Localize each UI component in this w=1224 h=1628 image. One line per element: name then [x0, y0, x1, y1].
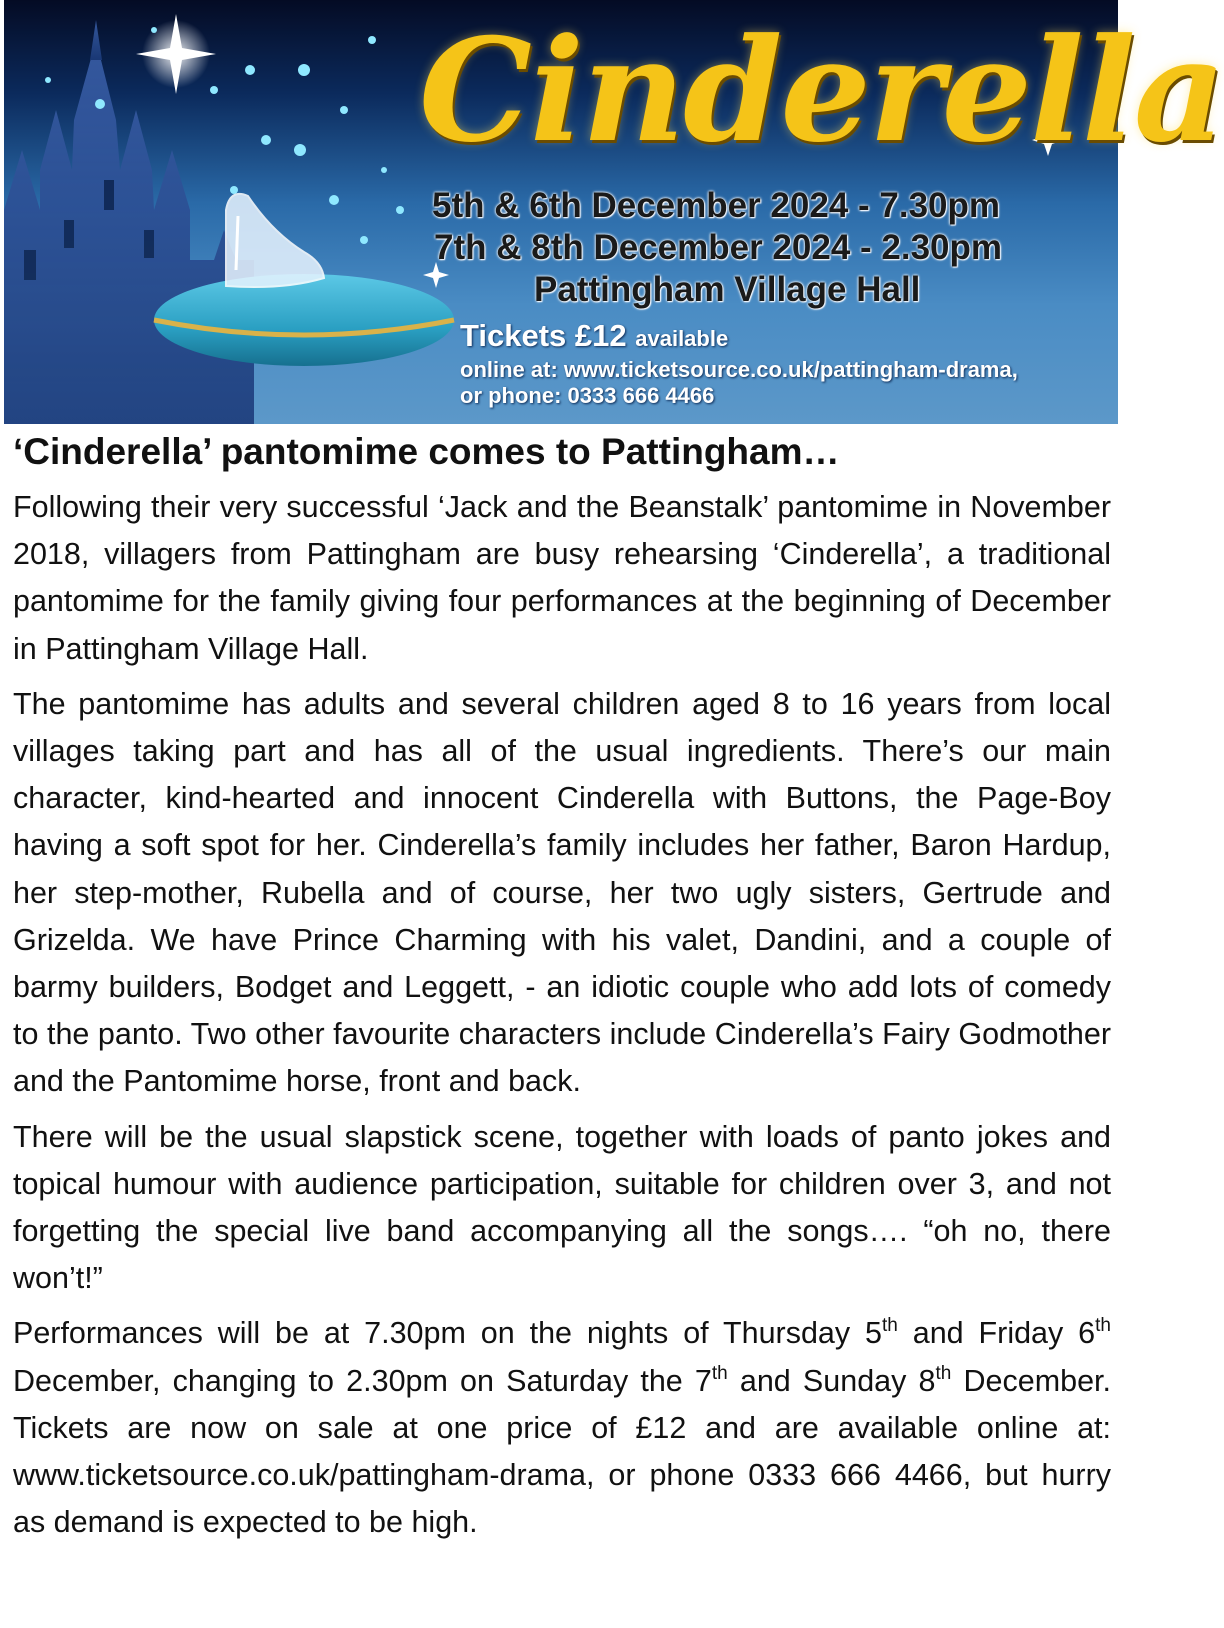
article-paragraph-2: The pantomime has adults and several children aged 8 to 16 years from local villages taking part and has all of the usual ingredients. There’s our main character, kind-hearted and innocent Cinderella with Buttons, the Page-Boy having a soft spot for her. Cinderella’s family includes her father, Baron Hardup, her step-mother, Rubella and of course, her two ugly sisters, Gertrude and Grizelda. We have Prince Charming with his valet, Dandini, and a couple of barmy builders, Bodget and Leggett, - an idiotic couple who add lots of comedy to the panto. Two other favourite characters include Cinderella’s Fairy Godmother and the Pantomime horse, front and back.: [13, 686, 1111, 1099]
event-banner: [4, 0, 1224, 424]
sparkle-icon: [136, 14, 216, 94]
ticket-price-text: Tickets £12: [460, 318, 627, 353]
banner-title: Cinderella: [419, 8, 1224, 174]
ticket-price: [460, 318, 728, 354]
ticket-online-link[interactable]: online at: www.ticketsource.co.uk/pattingham-drama,: [460, 357, 1018, 382]
article-paragraph-3: There will be the usual slapstick scene, together with loads of panto jokes and topical humour with audience participation, suitable for children over 3, and not forgetting the special live band accompanying all the songs…. “oh no, there won’t!”: [13, 1119, 1111, 1296]
castle-icon: [4, 20, 254, 424]
article-paragraph-4: [13, 1310, 1111, 1546]
cushion-icon: [154, 274, 454, 366]
date-line-1: 5th & 6th December 2024 - 7.30pm: [432, 186, 1001, 225]
paragraph-4-text-2: and Friday 6: [897, 1316, 1096, 1351]
ticket-phone: or phone: 0333 666 4466: [460, 383, 715, 408]
paragraph-4-text-4: and Sunday 8: [727, 1363, 936, 1398]
article-body: [13, 484, 1111, 1554]
venue-name: Pattingham Village Hall: [534, 270, 921, 309]
paragraph-4-text-5: December. Tickets are now on sale at one price of £12 and are available online at: www.ticketsource.co.uk/pattingham-drama, or phone 0333 666 4466, but hurry as demand is expected to be high.: [13, 1363, 1111, 1540]
paragraph-4-text-3: December, changing to 2.30pm on Saturday the 7: [13, 1363, 712, 1398]
paragraph-4-text-1: Performances will be at 7.30pm on the nights of Thursday 5: [13, 1316, 882, 1351]
date-line-2: 7th & 8th December 2024 - 2.30pm: [434, 228, 1003, 267]
article-paragraph-1: Following their very successful ‘Jack and the Beanstalk’ pantomime in November 2018, villagers from Pattingham are busy rehearsing ‘Cinderella’, a traditional pantomime for the family giving four performances at the beginning of December in Pattingham Village Hall.: [13, 490, 1111, 666]
ordinal-suffix: th: [1095, 1315, 1111, 1337]
ordinal-suffix: th: [881, 1315, 898, 1337]
ticket-available-text: available: [635, 326, 729, 351]
article-headline: ‘Cinderella’ pantomime comes to Pattingham…: [13, 431, 840, 472]
glass-slipper-icon: [226, 194, 324, 287]
ordinal-suffix: th: [711, 1362, 728, 1384]
ordinal-suffix: th: [935, 1362, 952, 1384]
